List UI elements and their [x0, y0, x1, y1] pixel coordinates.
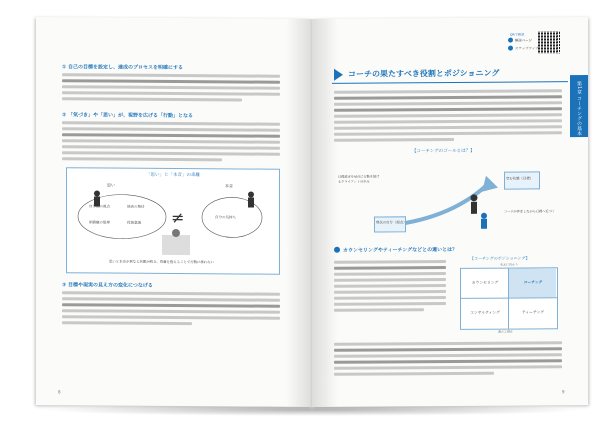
text-line — [334, 89, 562, 94]
text-line — [62, 121, 280, 126]
text-line — [334, 125, 562, 130]
page-number: 9 — [562, 389, 565, 395]
text-line — [334, 119, 562, 124]
text-line — [62, 321, 192, 325]
diagram-left-item: 価値観の整理 — [89, 220, 110, 225]
text-line — [62, 309, 280, 314]
text-line — [334, 107, 562, 112]
text-line — [334, 372, 494, 376]
figure-shapes — [336, 145, 562, 239]
text-line — [334, 266, 446, 270]
figure-heading: 【コーチングのゴールとは？】 — [412, 148, 475, 155]
figure-goal-label: 望む状態（目標） — [506, 176, 534, 181]
quadrant-coaching: コーチング — [523, 279, 543, 285]
text-line — [62, 79, 280, 84]
text-line — [62, 303, 280, 308]
page-title: コーチの果たすべき役割とポジショニング — [348, 68, 500, 79]
text-line — [334, 302, 446, 306]
left-page — [36, 17, 312, 407]
figure-left-note: 目標設定を基点に行動を続けるクライアントの歩み — [338, 174, 380, 184]
text-line — [334, 341, 562, 346]
text-line — [62, 91, 280, 96]
diagram-left-label: 思い — [107, 182, 115, 188]
diagram-right-item: 自分の気持ち — [215, 215, 236, 220]
diagram-title: 「思い」と「本音」の乖離 — [146, 172, 200, 179]
text-line — [62, 145, 280, 150]
axis-bottom-label: 過去と現在 — [498, 329, 514, 334]
diagram-left-item: 他者の期待 — [127, 204, 145, 209]
text-line — [334, 365, 562, 370]
text-line — [62, 157, 222, 161]
qr-code-icon[interactable] — [538, 31, 560, 53]
text-line — [62, 297, 280, 302]
chapter-tab[interactable] — [570, 75, 588, 137]
page-number: 8 — [58, 389, 61, 395]
text-line — [334, 138, 454, 142]
badge-dot-icon — [508, 46, 513, 51]
coaching-goal-figure — [336, 145, 562, 239]
text-line — [62, 97, 242, 101]
text-line — [62, 291, 280, 296]
text-line — [62, 73, 280, 78]
axis-top-label: 未来に向かう — [500, 262, 519, 267]
text-line — [62, 133, 280, 138]
title-triangle-icon — [334, 69, 343, 81]
section3-heading: ③ 目標や現実の見え方の変化につなげる — [62, 282, 153, 289]
text-line — [334, 95, 562, 100]
text-line — [334, 278, 446, 282]
quadrant-counseling: カウンセリング — [471, 279, 499, 285]
text-line — [62, 139, 280, 144]
svg-text:≠: ≠ — [171, 207, 185, 228]
chapter-tab-label: 第1章 コーチングの基本 — [576, 81, 582, 136]
diagram-right-label: 本音 — [225, 183, 233, 189]
text-line — [334, 272, 446, 276]
text-line — [62, 315, 280, 320]
qr-badge-2: ステップアップ — [515, 46, 539, 51]
qr-label: QRで確認 — [510, 32, 525, 37]
text-line — [334, 113, 562, 118]
text-line — [334, 260, 446, 264]
qr-badge-1: 解説ページ — [515, 38, 532, 43]
diagram-left-item: 役割意識 — [127, 220, 141, 225]
diagram-left-item: 自分軸の視点 — [89, 204, 110, 209]
text-line — [62, 151, 280, 156]
text-line — [334, 353, 562, 358]
badge-dot-icon — [508, 38, 513, 43]
quadrant-teaching: ティーチング — [521, 309, 545, 315]
text-line — [334, 296, 446, 300]
quadrant-consulting: コンサルティング — [470, 309, 500, 315]
gutter-shadow — [286, 19, 312, 407]
text-line — [334, 347, 562, 352]
right-page — [312, 17, 588, 407]
text-line — [334, 131, 562, 136]
section1-heading: ① 自己の目標を設定し、達成のプロセスを明確にする — [62, 64, 183, 72]
diagram-caption: 思いと本音が異なる状態が続き、葛藤を抱えることで行動に移れない — [109, 259, 214, 265]
text-line — [334, 359, 562, 364]
text-line — [334, 101, 562, 106]
text-line — [334, 308, 424, 312]
positioning-title: 【コーチングのポジショニング】 — [470, 255, 530, 261]
section2-heading: ② 「気づき」や「思い」が、視野を広げる「行動」となる — [62, 112, 193, 120]
text-line — [62, 127, 280, 132]
figure-right-note: コーチが伴走しながら目標へ近づく — [504, 209, 555, 214]
text-line — [334, 284, 446, 288]
section-bullet-icon — [334, 247, 340, 253]
open-book — [36, 18, 588, 408]
section-heading: カウンセリングやティーチングなどとの違いとは？ — [343, 246, 458, 254]
thought-vs-feeling-diagram — [66, 167, 280, 274]
text-line — [62, 85, 280, 90]
figure-start-label: 現状の自分（起点） — [376, 220, 407, 225]
positioning-matrix — [452, 255, 564, 338]
text-line — [334, 290, 446, 294]
